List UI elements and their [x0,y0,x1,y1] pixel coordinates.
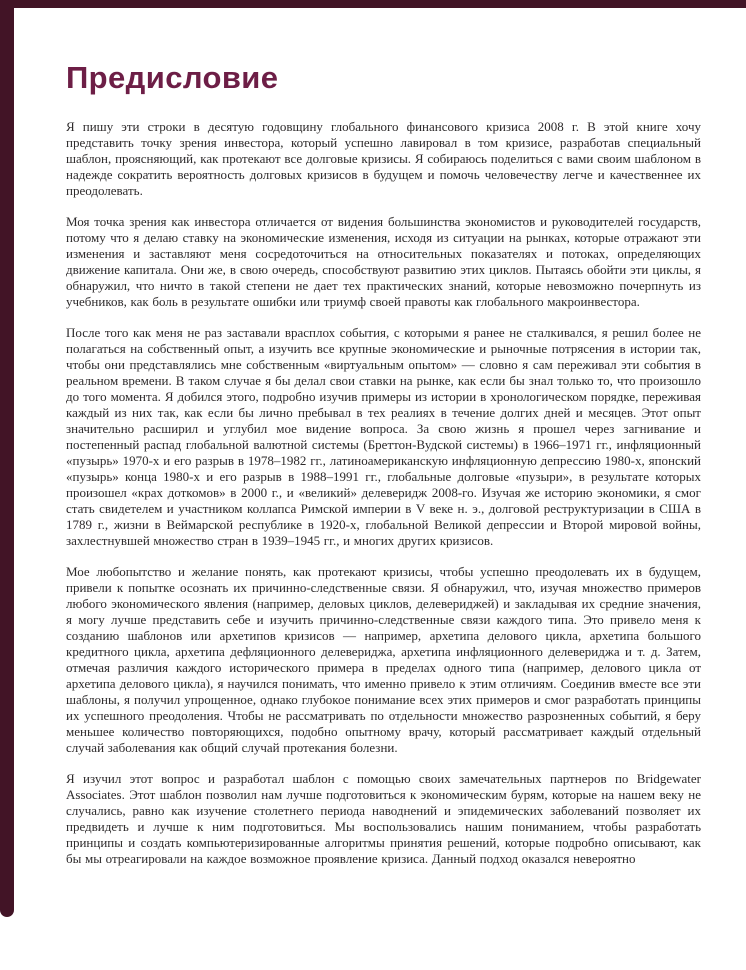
preface-text-block [66,119,701,867]
preface-paragraph-2: Моя точка зрения как инвестора отличается от видения большинства экономистов и руководителей государств, потому что я делаю ставку на экономические изменения, исходя из ситуации на рынках, которые отражают эти изменения и заставляют меня сосредоточиться на относительных показателях и потоках, определяющих движение капитала. Они же, в свою очередь, способствуют развитию этих циклов. Пытаясь обойти эти циклы, я обнаружил, что ничто в такой степени не дает тех практических знаний, которые невозможно почерпнуть из учебников, как боль в результате ошибки или триумф своей правоты как глобального макроинвестора. [66,214,701,309]
page-title: Предисловие [66,60,279,95]
preface-paragraph-5: Я изучил этот вопрос и разработал шаблон с помощью своих замечательных партнеров по Bridgewater Associates. Этот шаблон позволил нам лучше подготовиться к экономическим бурям, которые на нашем веку не случались, равно как изучение столетнего периода наводнений и эпидемических заболеваний позволяет их предвидеть и лучше к ним подготовиться. Мы воспользовались нашим пониманием, чтобы разработать принципы и создать компьютеризированные алгоритмы принятия решений, которые подробно описывают, как бы мы отреагировали на каждое возможное проявление кризиса. Данный подход оказался невероятно [66,771,701,866]
preface-paragraph-4: Мое любопытство и желание понять, как протекают кризисы, чтобы успешно преодолевать их в будущем, привели к попытке осознать их причинно-следственные связи. Я обнаружил, что, изучая множество примеров любого экономического явления (например, деловых циклов, делевериджей) и закладывая их средние значения, я могу лучше представить себе и изучить причинно-следственные связи каждого типа. Это привело меня к созданию шаблонов или архетипов кризисов — например, архетипа делового цикла, архетипа большого кредитного цикла, архетипа дефляционного делевериджа, архетипа инфляционного делевериджа и т. д. Затем, отмечая различия каждого исторического примера в пределах одного типа (например, делового цикла от архетипа делового цикла), я научился понимать, что именно привело к этим отличиям. Соединив вместе все эти шаблоны, я получил упрощенное, однако глубокое понимание всех этих примеров и смог разработать принципы их успешного преодоления. Чтобы не рассматривать по отдельности множество разрозненных событий, я беру меньшее количество повторяющихся, подобно опытному врачу, который рассматривает каждый отдельный случай заболевания как общий случай протекания болезни. [66,564,701,755]
page-top-edge-bar [0,0,746,8]
preface-paragraph-3: После того как меня не раз заставали врасплох события, с которыми я ранее не сталкивался, я решил более не полагаться на собственный опыт, а изучить все крупные экономические и рыночные потрясения в истории так, чтобы они представлялись мне собственным «виртуальным опытом» — словно я сам переживал эти события в реальном времени. В таком случае я бы делал свои ставки на рынке, как если бы знал только то, что произошло до того момента. Я добился этого, подробно изучив примеры из истории в хронологическом порядке, переживая каждый из них так, как если бы лично пребывал в тех реалиях в течение долгих дней и месяцев. Этот опыт значительно расширил и углубил мое видение вопроса. За свою жизнь я прошел через загнивание и постепенный распад глобальной валютной системы (Бреттон-Вудской системы) в 1966–1971 гг., инфляционный «пузырь» 1970-х и его разрыв в 1978–1982 гг., латиноамериканскую инфляционную депрессию 1980-х, японский «пузырь» конца 1980-х и его разрыв в 1988–1991 гг., глобальные долговые «пузыри», в результате которых произошел «крах доткомов» в 2000 г., и «великий» делеверидж 2008-го. Изучая же историю экономики, я смог стать свидетелем и участником коллапса Римской империи в V веке н. э., долговой реструктуризации в США в 1789 г., жизни в Веймарской республике в 1920-х, глобальной Великой депрессии и Второй мировой войны, захлестнувшей множество стран в 1939–1945 гг., и многих других кризисов. [66,325,701,548]
page-left-edge-bar [0,0,14,917]
preface-paragraph-1: Я пишу эти строки в десятую годовщину глобального финансового кризиса 2008 г. В этой книге хочу представить точку зрения инвестора, который успешно лавировал в том кризисе, разработав специальный шаблон, проясняющий, как протекают все долговые кризисы. Я собираюсь поделиться с вами своим шаблоном в надежде сократить вероятность долговых кризисов в будущем и помочь человечеству легче и качественнее их преодолевать. [66,119,701,198]
